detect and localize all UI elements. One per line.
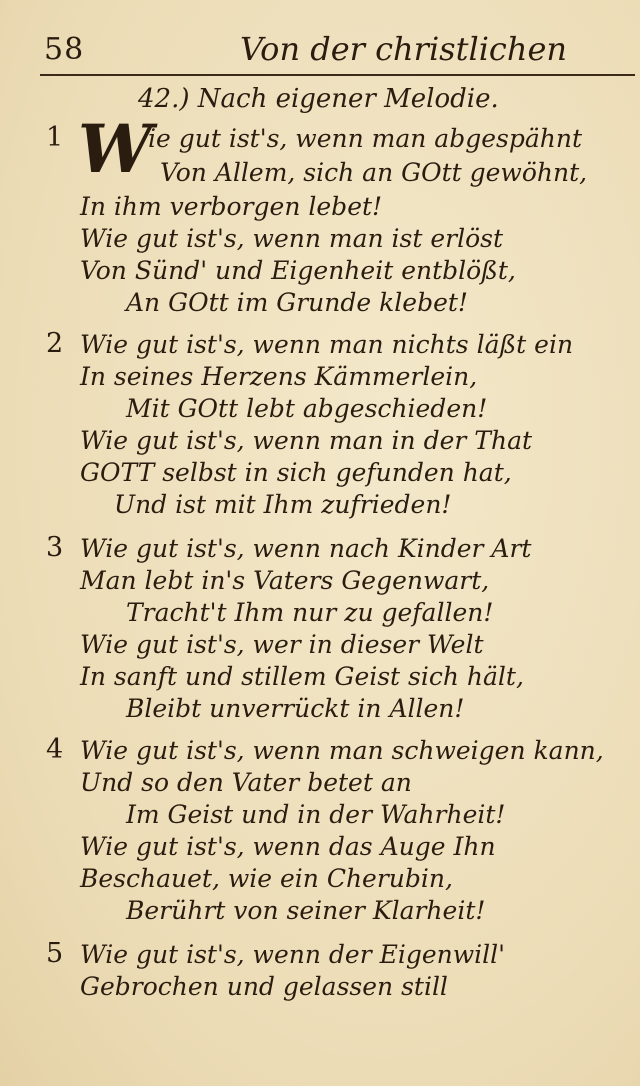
stanza-number: 3	[46, 532, 64, 563]
verse-line: Wie gut ist's, wenn man nichts läßt ein	[80, 330, 574, 359]
verse-line: Wie gut ist's, wenn der Eigenwill'	[80, 940, 505, 969]
verse-line: Wie gut ist's, wenn man ist erlöst	[80, 224, 504, 253]
verse-line: Und ist mit Ihm zufrieden!	[114, 490, 452, 519]
stanza-number: 5	[46, 938, 64, 969]
verse-line: In seines Herzens Kämmerlein,	[80, 362, 478, 391]
verse-line: Bleibt unverrückt in Allen!	[126, 694, 465, 723]
verse-line: GOTT selbst in sich gefunden hat,	[80, 458, 512, 487]
page-number: 58	[44, 32, 85, 67]
stanza-number: 2	[46, 328, 64, 359]
verse-line: Und so den Vater betet an	[80, 768, 412, 797]
verse-line: Berührt von seiner Klarheit!	[126, 896, 486, 925]
stanza-number: 4	[46, 734, 64, 765]
verse-line: Wie gut ist's, wenn man schweigen kann,	[80, 736, 604, 765]
verse-line: In ihm verborgen lebet!	[80, 192, 383, 221]
verse-line: Wie gut ist's, wer in dieser Welt	[80, 630, 484, 659]
stanza-number: 1	[46, 122, 64, 153]
verse-line: Tracht't Ihm nur zu gefallen!	[126, 598, 494, 627]
verse-line: Von Allem, sich an GOtt gewöhnt,	[160, 158, 588, 187]
hymn-heading: 42.) Nach eigener Melodie.	[138, 84, 499, 114]
verse-line: Wie gut ist's, wenn nach Kinder Art	[80, 534, 532, 563]
page-header	[40, 28, 630, 72]
verse-line: Beschauet, wie ein Cherubin,	[80, 864, 453, 893]
verse-line: Wie gut ist's, wenn das Auge Ihn	[80, 832, 496, 861]
verse-line: Mit GOtt lebt abgeschieden!	[126, 394, 488, 423]
verse-line: Wie gut ist's, wenn man in der That	[80, 426, 533, 455]
running-title: Von der christlichen	[240, 30, 567, 68]
verse-line: An GOtt im Grunde klebet!	[126, 288, 468, 317]
verse-line: Von Sünd' und Eigenheit entblößt,	[80, 256, 516, 285]
verse-line: Gebrochen und gelassen still	[80, 972, 448, 1001]
verse-line: Im Geist und in der Wahrheit!	[126, 800, 506, 829]
header-rule	[40, 74, 635, 76]
verse-line: Man lebt in's Vaters Gegenwart,	[80, 566, 490, 595]
verse-line: ie gut ist's, wenn man abgespähnt	[148, 124, 582, 153]
dropcap-letter: W	[78, 110, 153, 188]
verse-line: In sanft und stillem Geist sich hält,	[80, 662, 524, 691]
